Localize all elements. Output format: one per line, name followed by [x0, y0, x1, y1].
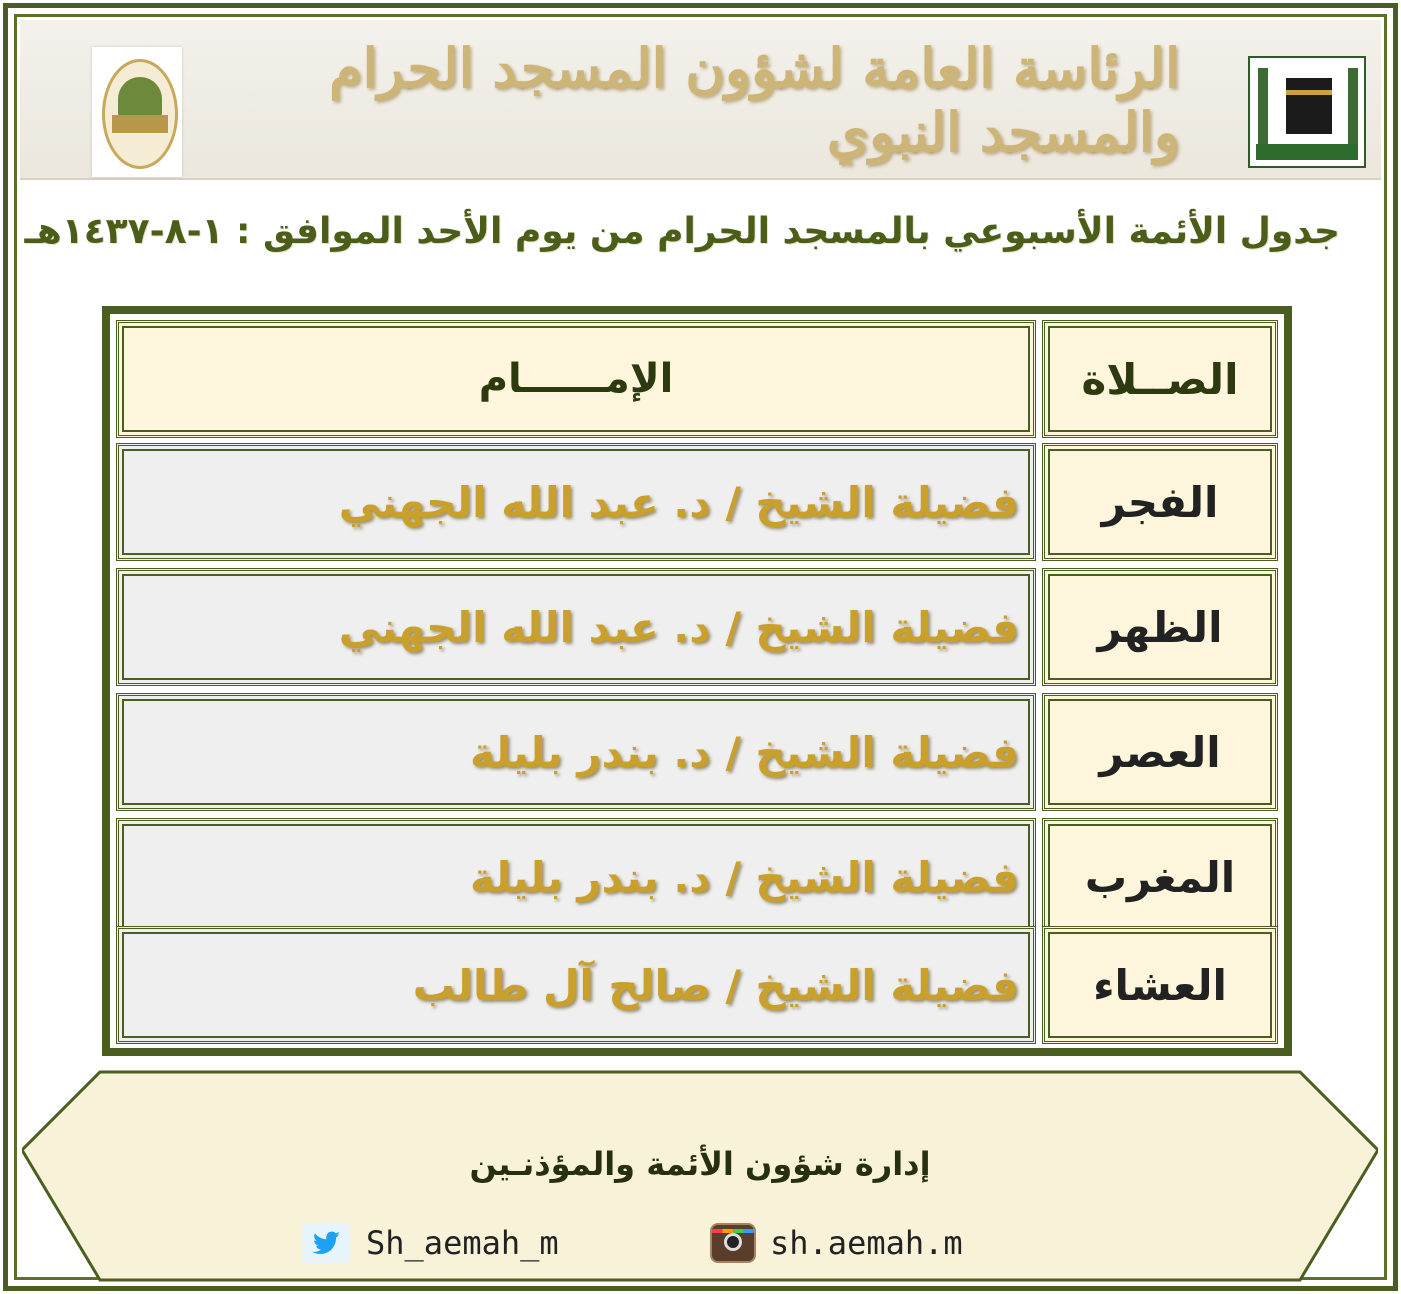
banner-title: الرئاسة العامة لشؤون المسجد الحرام والمسجد النبوي — [329, 36, 1180, 164]
instagram-icon — [710, 1223, 756, 1263]
kaaba-icon — [1286, 78, 1332, 134]
table-row — [116, 926, 1278, 1044]
prayer-name: العشاء — [1042, 926, 1278, 1044]
camera-lens-icon — [724, 1233, 742, 1251]
schedule-heading: جدول الأئمة الأسبوعي بالمسجد الحرام من يوم الأحد الموافق : ١-٨-١٤٣٧هـ — [24, 210, 1340, 252]
prayer-name: المغرب — [1042, 818, 1278, 936]
twitter-icon — [302, 1223, 350, 1263]
instagram-handle: sh.aemah.m — [770, 1224, 963, 1262]
table-header-row — [116, 320, 1278, 438]
table-row — [116, 443, 1278, 561]
twitter-handle: Sh_aemah_m — [366, 1224, 559, 1262]
header-banner — [20, 20, 1381, 180]
imam-name: فضيلة الشيخ / د. عبد الله الجهني — [116, 443, 1036, 561]
kaaba-logo — [1248, 56, 1366, 168]
presidency-logo — [92, 47, 182, 177]
imams-table — [102, 306, 1292, 1056]
twitter-link[interactable] — [302, 1220, 559, 1266]
prayer-name: الفجر — [1042, 443, 1278, 561]
imam-name: فضيلة الشيخ / د. بندر بليلة — [116, 818, 1036, 936]
imam-name: فضيلة الشيخ / د. عبد الله الجهني — [116, 568, 1036, 686]
kaaba-band — [1286, 90, 1332, 95]
imam-name: فضيلة الشيخ / د. بندر بليلة — [116, 693, 1036, 811]
table-row — [116, 568, 1278, 686]
header-prayer: الصــلاة — [1042, 320, 1278, 438]
twitter-bird-icon — [311, 1230, 341, 1256]
prayer-name: الظهر — [1042, 568, 1278, 686]
table-row — [116, 818, 1278, 936]
prayer-name: العصر — [1042, 693, 1278, 811]
minaret-icon — [1258, 68, 1268, 148]
mosque-dome-icon — [118, 77, 162, 117]
header-imam: الإمــــــام — [116, 320, 1036, 438]
logo-green-band — [1256, 144, 1358, 160]
imam-name: فضيلة الشيخ / صالح آل طالب — [116, 926, 1036, 1044]
mosque-base-icon — [112, 115, 168, 133]
table-row — [116, 693, 1278, 811]
minaret-icon — [1348, 68, 1358, 148]
instagram-link[interactable] — [710, 1220, 963, 1266]
footer-title: إدارة شؤون الأئمة والمؤذنـين — [469, 1145, 931, 1183]
